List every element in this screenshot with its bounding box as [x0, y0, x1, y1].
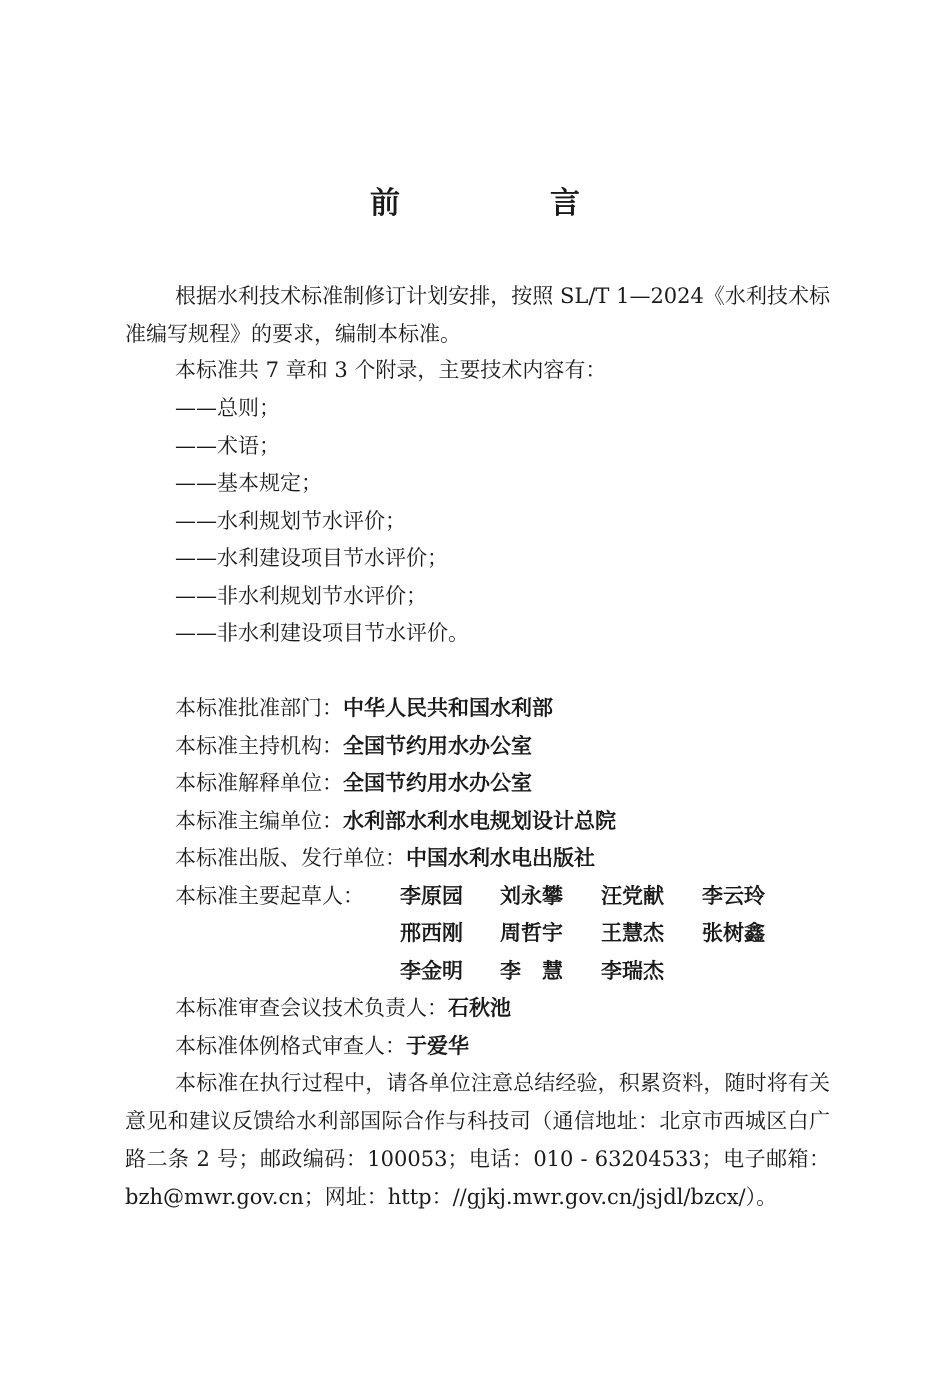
info-value: 全国节约用水办公室 — [343, 771, 532, 795]
info-label: 本标准主编单位： — [175, 809, 343, 833]
drafter-name: 李 慧 — [500, 959, 563, 983]
reviewer-label: 本标准审查会议技术负责人： — [175, 996, 448, 1020]
host-org-line — [175, 727, 532, 765]
drafter-name: 周哲宇 — [500, 921, 563, 945]
drafter-name: 李云玲 — [702, 884, 765, 908]
info-label: 本标准出版、发行单位： — [175, 846, 406, 870]
publisher-line — [175, 839, 595, 877]
reviewer-line — [175, 989, 511, 1027]
drafter-name: 邢西刚 — [400, 921, 463, 945]
format-reviewer-line — [175, 1027, 469, 1065]
content-item: ——水利规划节水评价； — [175, 509, 406, 533]
drafter-name: 李金明 — [400, 959, 463, 983]
drafter-name: 汪党献 — [601, 884, 664, 908]
intro-paragraph: 根据水利技术标准制修订计划安排，按照 SL/T 1—2024《水利技术标准编写规程》的要求，编制本标准。 — [125, 284, 830, 346]
interpret-unit-line — [175, 764, 532, 802]
format-reviewer-label: 本标准体例格式审查人： — [175, 1034, 406, 1058]
info-value: 中华人民共和国水利部 — [343, 696, 553, 720]
content-item: ——术语； — [175, 434, 280, 458]
format-reviewer-name: 于爱华 — [406, 1034, 469, 1058]
drafter-name: 李原园 — [400, 884, 463, 908]
info-label: 本标准解释单位： — [175, 771, 343, 795]
content-item: ——基本规定； — [175, 471, 322, 495]
info-label: 本标准主持机构： — [175, 734, 343, 758]
content-item: ——水利建设项目节水评价； — [175, 546, 448, 570]
drafter-name: 王慧杰 — [601, 921, 664, 945]
content-item: ——非水利建设项目节水评价。 — [175, 621, 469, 645]
drafter-name: 李瑞杰 — [601, 959, 664, 983]
info-value: 中国水利水电出版社 — [406, 846, 595, 870]
summary-line: 本标准共 7 章和 3 个附录，主要技术内容有： — [175, 358, 607, 382]
reviewer-name: 石秋池 — [448, 996, 511, 1020]
drafters-label: 本标准主要起草人： — [175, 884, 364, 908]
content-item: ——总则； — [175, 396, 280, 420]
approval-dept-line — [175, 689, 553, 727]
drafter-name: 张树鑫 — [702, 921, 765, 945]
closing-paragraph: 本标准在执行过程中，请各单位注意总结经验，积累资料，随时将有关意见和建议反馈给水利部国际合作与科技司（通信地址：北京市西城区白广路二条 2 号；邮政编码：100053；电话：010 - 63204533；电子邮箱：bzh@mwr.gov.cn；网址：http：//gjkj.mwr.gov.cn/jsjdl/bzcx/）。 — [125, 1071, 830, 1209]
content-item: ——非水利规划节水评价； — [175, 584, 427, 608]
page-title: 前 言 — [370, 186, 640, 221]
info-value: 全国节约用水办公室 — [343, 734, 532, 758]
info-label: 本标准批准部门： — [175, 696, 343, 720]
chief-editor-line — [175, 802, 616, 840]
info-value: 水利部水利水电规划设计总院 — [343, 809, 616, 833]
drafter-name: 刘永攀 — [500, 884, 563, 908]
